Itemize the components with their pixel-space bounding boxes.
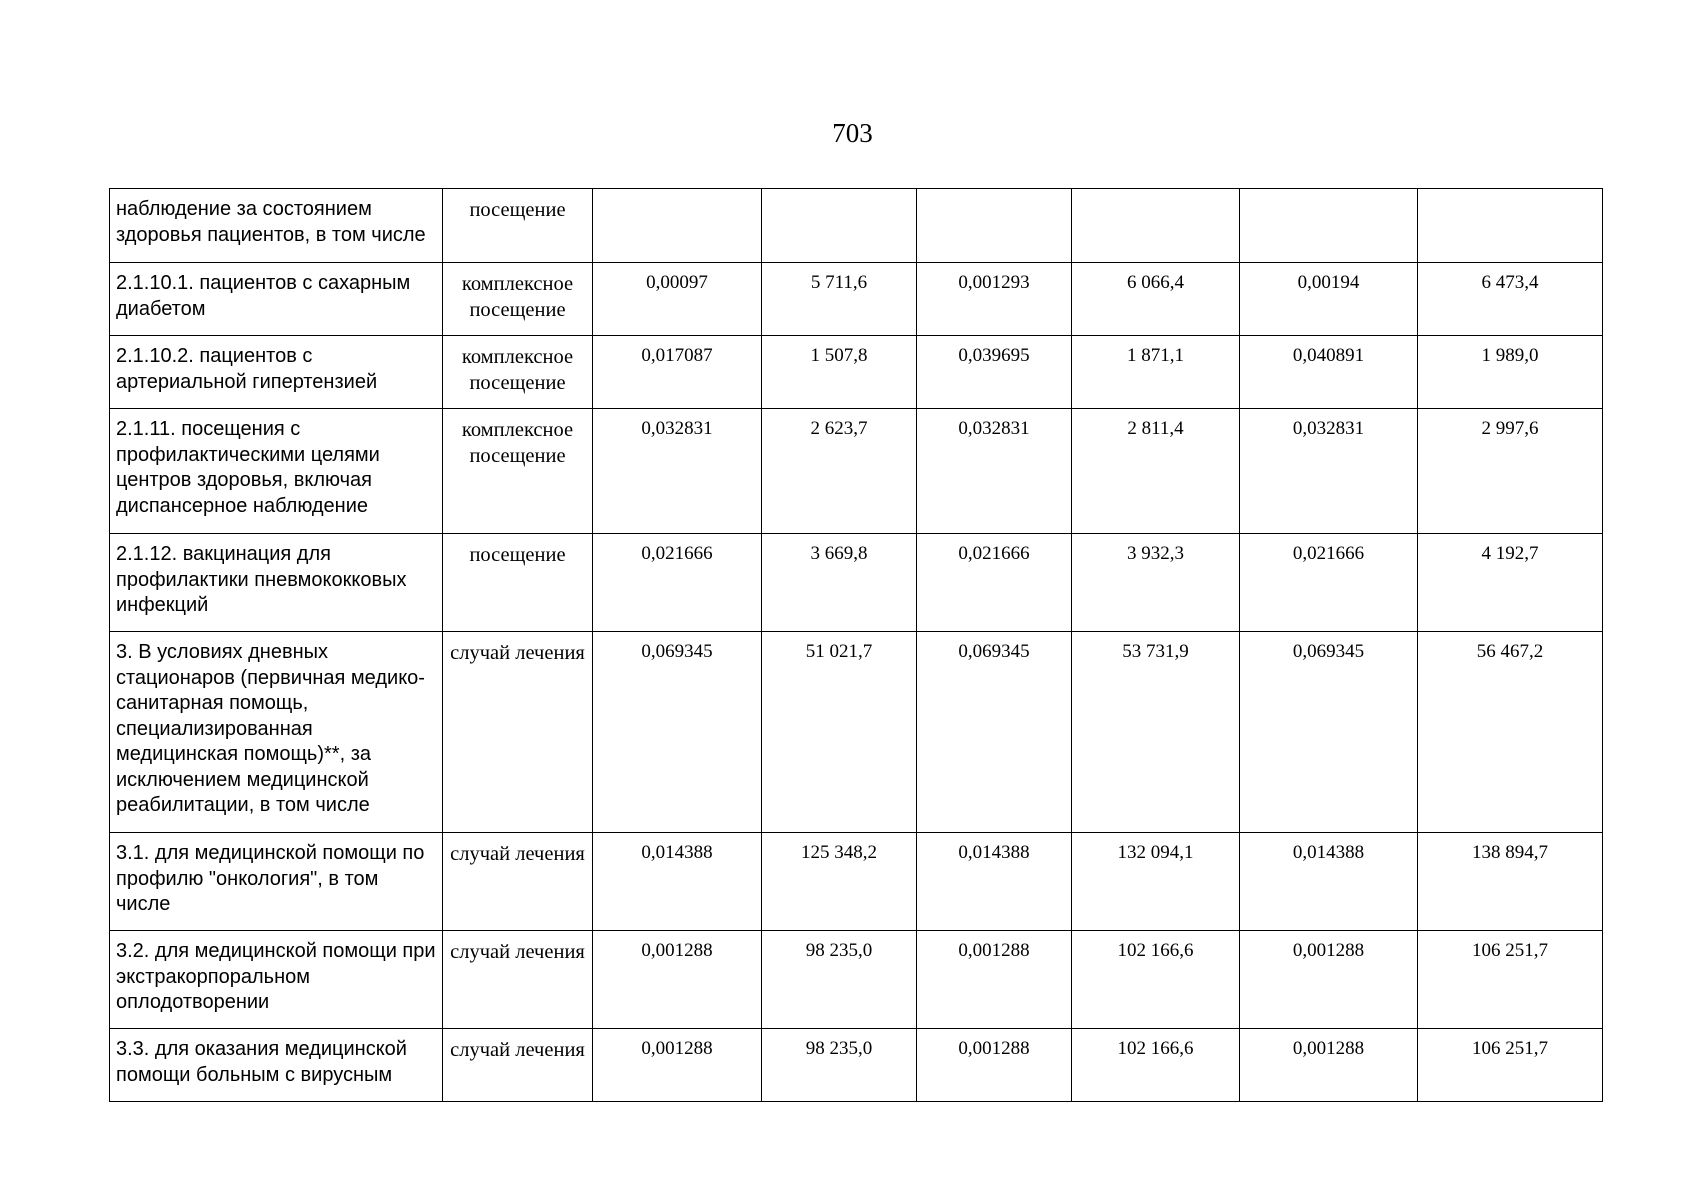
value-cell: 0,001288 <box>917 1029 1072 1102</box>
value-cell: 0,001293 <box>917 263 1072 336</box>
table-row <box>110 263 1603 336</box>
row-name: 3.2. для медицинской помощи при экстракорпоральном оплодотворении <box>110 931 443 1029</box>
value-cell: 106 251,7 <box>1418 931 1603 1029</box>
value-cell: 51 021,7 <box>762 632 917 833</box>
row-name: 2.1.12. вакцинация для профилактики пневмококковых инфекций <box>110 534 443 632</box>
value-cell: 5 711,6 <box>762 263 917 336</box>
table-row <box>110 336 1603 409</box>
value-cell: 0,001288 <box>1240 1029 1418 1102</box>
row-name: 2.1.10.1. пациентов с сахарным диабетом <box>110 263 443 336</box>
table-row <box>110 931 1603 1029</box>
value-cell: 102 166,6 <box>1072 931 1240 1029</box>
row-unit: посещение <box>443 189 593 263</box>
value-cell: 56 467,2 <box>1418 632 1603 833</box>
value-cell: 1 989,0 <box>1418 336 1603 409</box>
value-cell: 98 235,0 <box>762 931 917 1029</box>
row-unit: случай лечения <box>443 632 593 833</box>
value-cell: 2 811,4 <box>1072 409 1240 534</box>
row-unit: комплексное посещение <box>443 263 593 336</box>
value-cell: 0,032831 <box>593 409 762 534</box>
row-unit: случай лечения <box>443 931 593 1029</box>
row-name: 2.1.11. посещения с профилактическими целями центров здоровья, включая диспансерное наблюдение <box>110 409 443 534</box>
table-row <box>110 409 1603 534</box>
value-cell <box>1418 189 1603 263</box>
row-name: 2.1.10.2. пациентов с артериальной гипертензией <box>110 336 443 409</box>
value-cell <box>917 189 1072 263</box>
value-cell: 125 348,2 <box>762 833 917 931</box>
value-cell: 0,00097 <box>593 263 762 336</box>
value-cell: 6 473,4 <box>1418 263 1603 336</box>
value-cell: 0,001288 <box>917 931 1072 1029</box>
table-row <box>110 189 1603 263</box>
row-name: 3.1. для медицинской помощи по профилю "онкология", в том числе <box>110 833 443 931</box>
value-cell: 0,021666 <box>1240 534 1418 632</box>
value-cell: 138 894,7 <box>1418 833 1603 931</box>
value-cell: 1 871,1 <box>1072 336 1240 409</box>
row-unit: комплексное посещение <box>443 336 593 409</box>
value-cell: 0,001288 <box>593 931 762 1029</box>
row-unit: комплексное посещение <box>443 409 593 534</box>
value-cell: 1 507,8 <box>762 336 917 409</box>
value-cell: 132 094,1 <box>1072 833 1240 931</box>
value-cell: 0,014388 <box>1240 833 1418 931</box>
data-table <box>109 188 1603 1102</box>
row-name: 3.3. для оказания медицинской помощи больным с вирусным <box>110 1029 443 1102</box>
value-cell: 0,069345 <box>1240 632 1418 833</box>
value-cell: 0,069345 <box>917 632 1072 833</box>
value-cell: 0,069345 <box>593 632 762 833</box>
value-cell: 0,021666 <box>593 534 762 632</box>
page-number: 703 <box>832 118 873 148</box>
table-row <box>110 1029 1603 1102</box>
value-cell: 0,014388 <box>917 833 1072 931</box>
value-cell: 2 997,6 <box>1418 409 1603 534</box>
value-cell: 53 731,9 <box>1072 632 1240 833</box>
value-cell: 3 932,3 <box>1072 534 1240 632</box>
value-cell: 98 235,0 <box>762 1029 917 1102</box>
value-cell: 0,001288 <box>1240 931 1418 1029</box>
value-cell: 0,017087 <box>593 336 762 409</box>
row-name: 3. В условиях дневных стационаров (первичная медико-санитарная помощь, специализированная медицинская помощь)**, за исключением медицинской реабилитации, в том числе <box>110 632 443 833</box>
value-cell <box>1072 189 1240 263</box>
value-cell <box>1240 189 1418 263</box>
value-cell: 0,032831 <box>917 409 1072 534</box>
value-cell: 4 192,7 <box>1418 534 1603 632</box>
row-name: наблюдение за состоянием здоровья пациентов, в том числе <box>110 189 443 263</box>
table-row <box>110 833 1603 931</box>
value-cell: 0,00194 <box>1240 263 1418 336</box>
row-unit: случай лечения <box>443 833 593 931</box>
value-cell: 0,039695 <box>917 336 1072 409</box>
value-cell: 3 669,8 <box>762 534 917 632</box>
value-cell: 0,001288 <box>593 1029 762 1102</box>
table-row <box>110 534 1603 632</box>
value-cell: 6 066,4 <box>1072 263 1240 336</box>
value-cell: 102 166,6 <box>1072 1029 1240 1102</box>
value-cell: 0,040891 <box>1240 336 1418 409</box>
value-cell: 0,021666 <box>917 534 1072 632</box>
value-cell: 0,014388 <box>593 833 762 931</box>
value-cell: 0,032831 <box>1240 409 1418 534</box>
value-cell <box>762 189 917 263</box>
value-cell: 106 251,7 <box>1418 1029 1603 1102</box>
table-row <box>110 632 1603 833</box>
value-cell <box>593 189 762 263</box>
value-cell: 2 623,7 <box>762 409 917 534</box>
row-unit: посещение <box>443 534 593 632</box>
row-unit: случай лечения <box>443 1029 593 1102</box>
